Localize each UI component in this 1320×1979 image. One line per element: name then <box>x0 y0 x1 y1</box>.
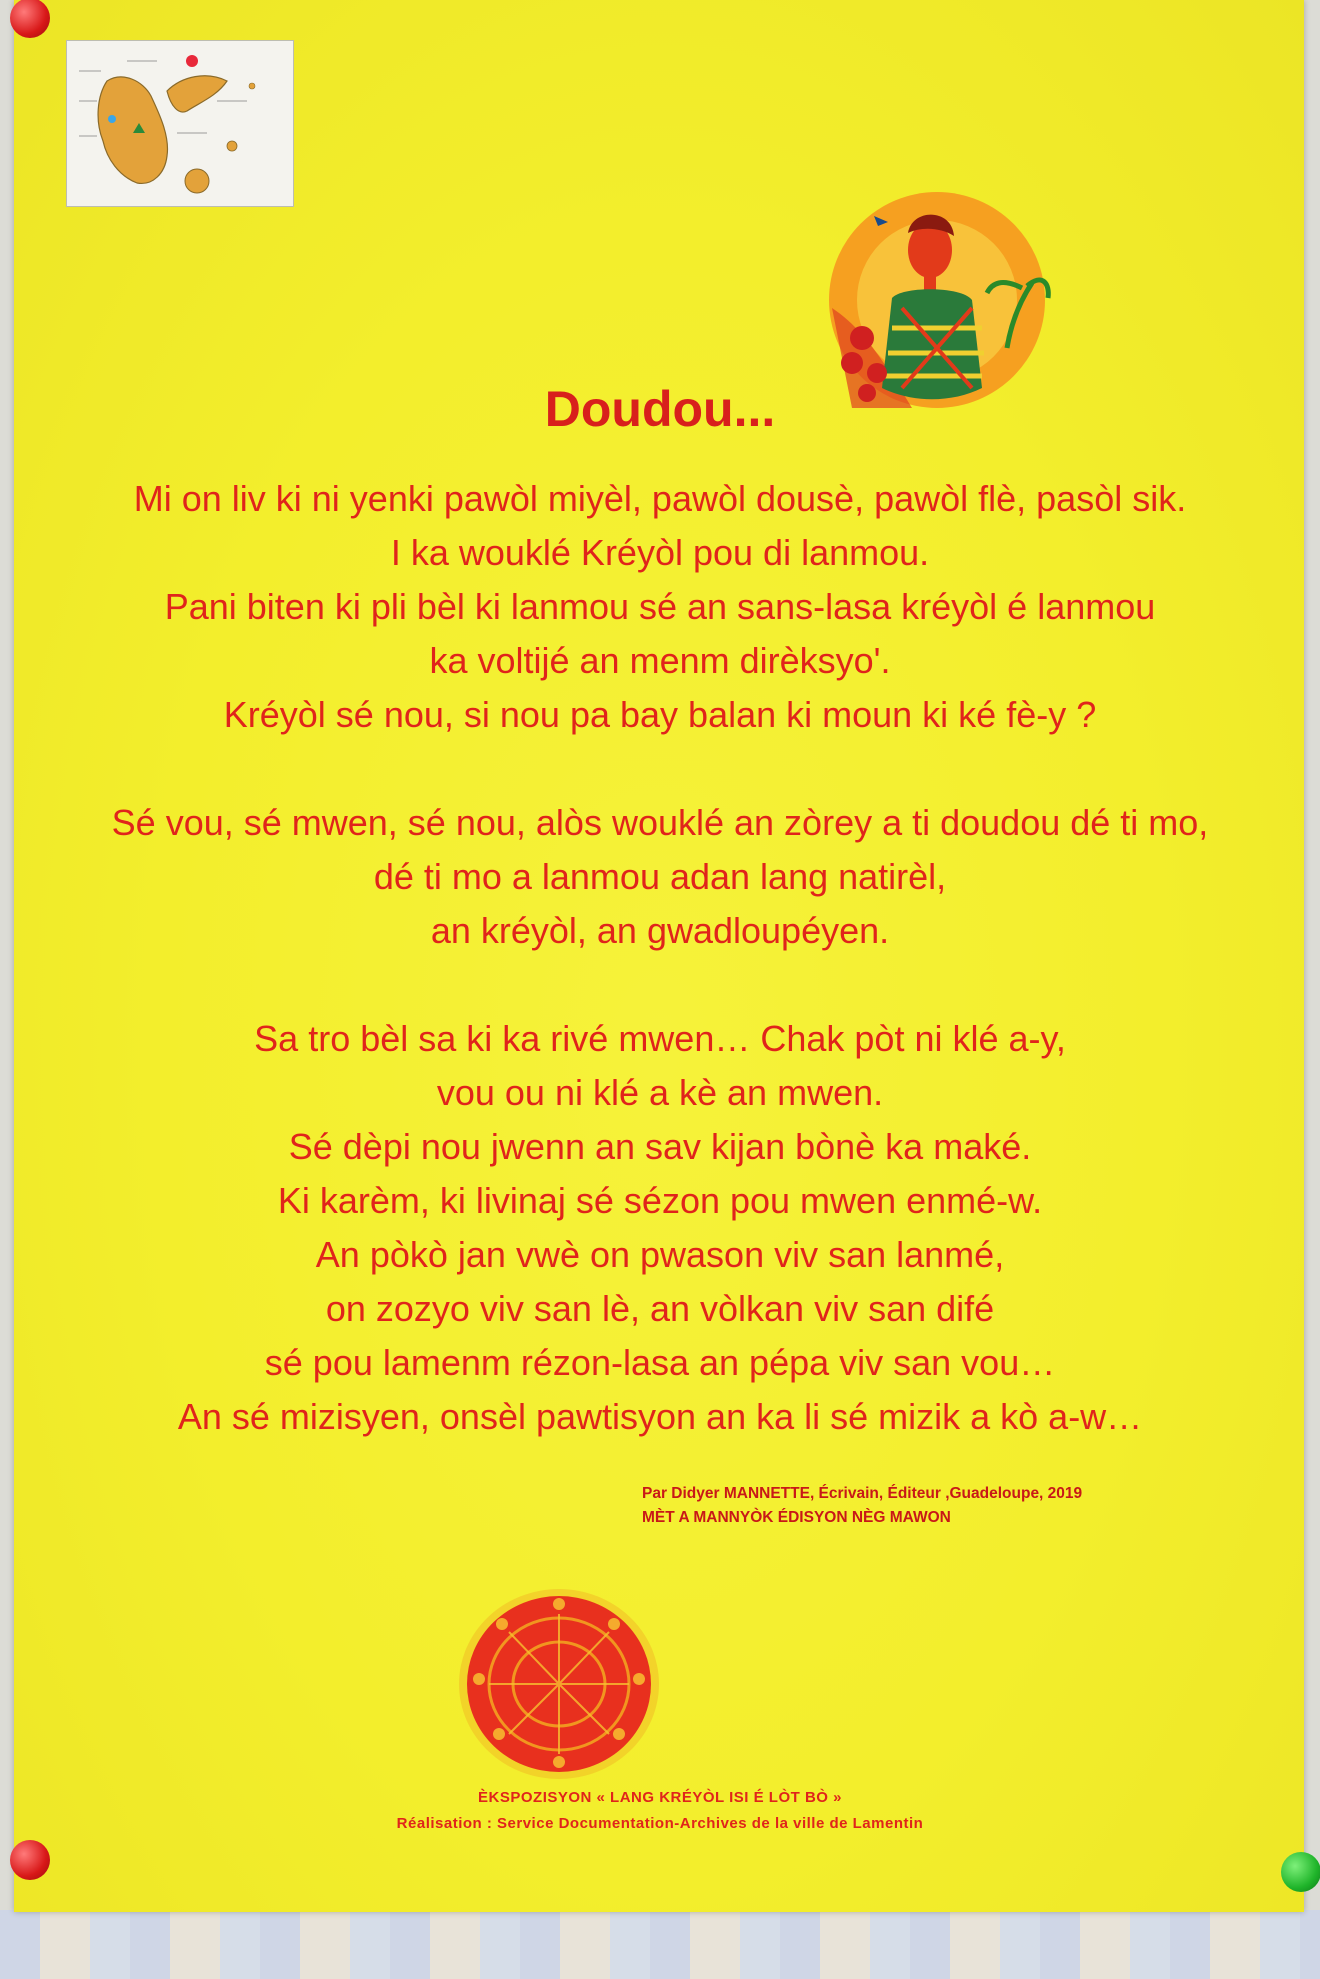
author-credit <box>642 1482 1082 1530</box>
poem-line: Ki karèm, ki livinaj sé sézon pou mwen enmé-w. <box>277 1180 1043 1221</box>
pushpin-icon <box>10 1840 50 1880</box>
poem-line: sé pou lamenm rézon-lasa an pépa viv san vou… <box>264 1342 1056 1383</box>
poem-line: Sa tro bèl sa ki ka rivé mwen… Chak pòt ni klé a-y, <box>254 1018 1066 1059</box>
poem-line: an kréyòl, an gwadloupéyen. <box>430 910 890 951</box>
poem-line: I ka wouklé Kréyòl pou di lanmou. <box>390 532 930 573</box>
author-credit-line: Par Didyer MANNETTE, Écrivain, Éditeur ,Guadeloupe, 2019 <box>642 1485 1083 1502</box>
poem-line: vou ou ni klé a kè an mwen. <box>436 1072 884 1113</box>
exhibition-footer <box>0 1785 1320 1837</box>
poem-body <box>60 472 1260 1444</box>
exhibition-title: ÈKSPOZISYON « LANG KRÉYÒL ISI É LÒT BÒ » <box>478 1789 842 1806</box>
poem-line: ka voltijé an menm dirèksyo'. <box>429 640 891 681</box>
poem-line: dé ti mo a lanmou adan lang natirèl, <box>373 856 947 897</box>
wall-background <box>0 1910 1320 1979</box>
poem-line: An sé mizisyen, onsèl pawtisyon an ka li sé mizik a kò a-w… <box>177 1396 1143 1437</box>
red-medallion-icon <box>454 1584 664 1784</box>
map-guadeloupe-icon <box>66 40 294 207</box>
poem-line: Sé vou, sé mwen, sé nou, alòs wouklé an zòrey a ti doudou dé ti mo, <box>111 802 1209 843</box>
poem-line: An pòkò jan vwè on pwason viv san lanmé, <box>315 1234 1005 1275</box>
poem-line: Mi on liv ki ni yenki pawòl miyèl, pawòl dousè, pawòl flè, pasòl sik. <box>133 478 1187 519</box>
publisher-credit-line: MÈT A MANNYÒK ÉDISYON NÈG MAWON <box>642 1509 951 1526</box>
poem-title: Doudou... <box>544 381 776 437</box>
pushpin-icon <box>1281 1852 1320 1892</box>
poem-stanza-1 <box>60 472 1260 742</box>
poem-line: on zozyo viv san lè, an vòlkan viv san difé <box>325 1288 995 1329</box>
poem-stanza-3 <box>60 1012 1260 1444</box>
realisation-credit: Réalisation : Service Documentation-Archives de la ville de Lamentin <box>396 1815 924 1832</box>
poem-line: Sé dèpi nou jwenn an sav kijan bònè ka maké. <box>288 1126 1032 1167</box>
poem-line: Pani biten ki pli bèl ki lanmou sé an sans-lasa kréyòl é lanmou <box>164 586 1156 627</box>
poem-line: Kréyòl sé nou, si nou pa bay balan ki moun ki ké fè-y ? <box>223 694 1097 735</box>
poem-stanza-2 <box>60 796 1260 958</box>
